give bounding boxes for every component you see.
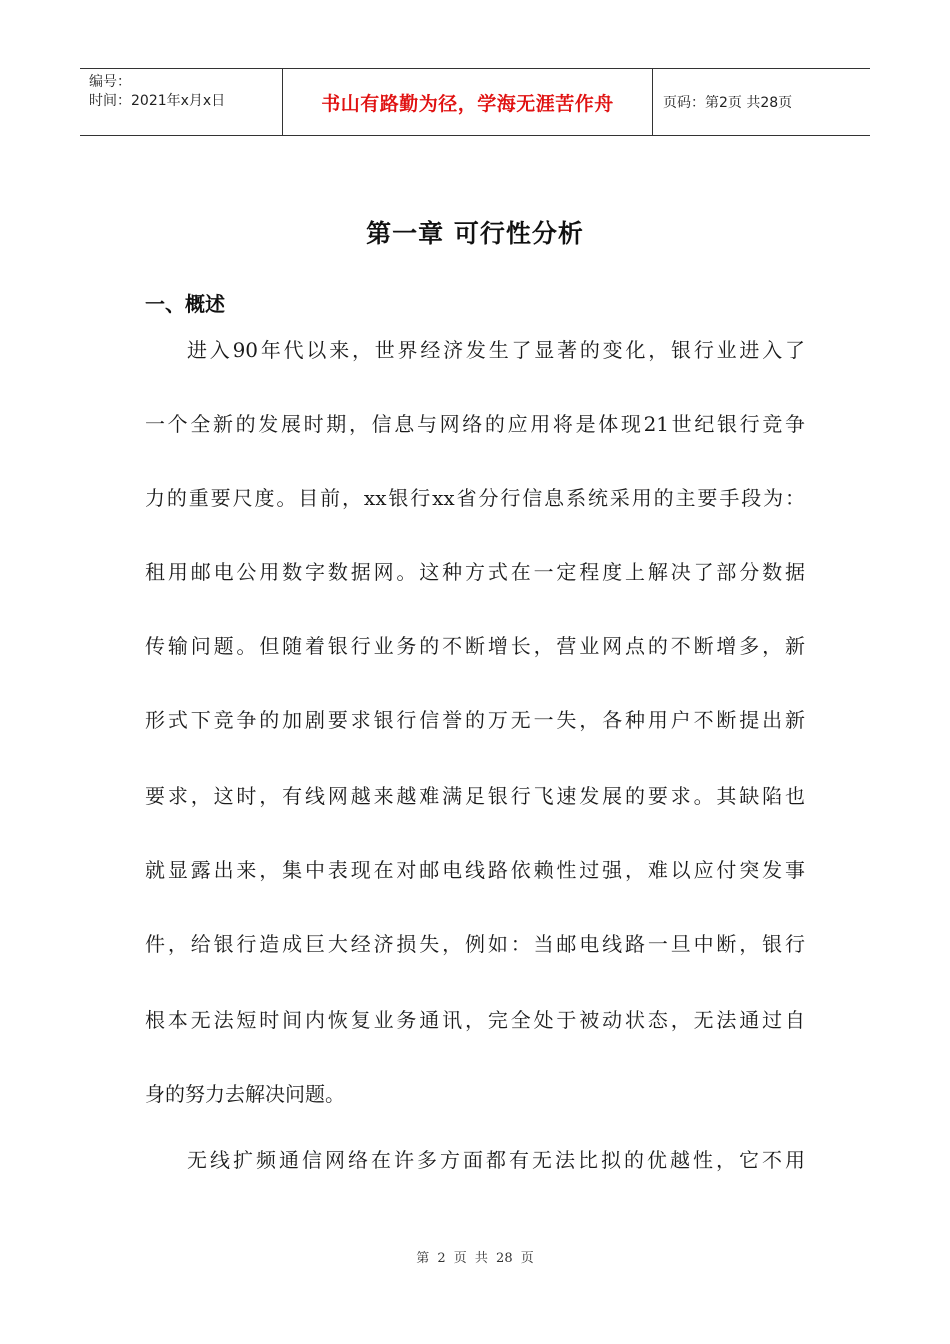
section-title: 一、概述: [145, 292, 225, 316]
paragraph-line: 要求，这时，有线网越来越难满足银行飞速发展的要求。其缺陷也: [145, 784, 805, 808]
paragraph-line: 传输问题。但随着银行业务的不断增长，营业网点的不断增多，新: [145, 634, 805, 658]
paragraph-line: 根本无法短时间内恢复业务通讯，完全处于被动状态，无法通过自: [145, 1008, 805, 1032]
paragraph-line: 形式下竞争的加剧要求银行信誉的万无一失，各种用户不断提出新: [145, 708, 805, 732]
paragraph-line: 进入90年代以来，世界经济发生了显著的变化，银行业进入了: [187, 338, 805, 362]
page-header: [80, 68, 870, 136]
document-code-label: 编号：: [89, 74, 131, 90]
chapter-title: 第一章 可行性分析: [366, 219, 584, 248]
header-meta-cell: [80, 69, 282, 135]
paragraph-line: 件，给银行造成巨大经济损失，例如：当邮电线路一旦中断，银行: [145, 932, 805, 956]
paragraph-line: 一个全新的发展时期，信息与网络的应用将是体现21世纪银行竞争: [145, 412, 805, 436]
header-motto: 书山有路勤为径，学海无涯苦作舟: [282, 69, 653, 135]
document-date-label: 时间：2021年x月x日: [89, 93, 226, 109]
paragraph-line: 无线扩频通信网络在许多方面都有无法比拟的优越性，它不用: [187, 1148, 805, 1172]
paragraph-line: 力的重要尺度。目前，xx银行xx省分行信息系统采用的主要手段为：: [145, 486, 805, 510]
page-footer: 第 2 页 共 28 页: [416, 1251, 534, 1266]
paragraph-line: 租用邮电公用数字数据网。这种方式在一定程度上解决了部分数据: [145, 560, 805, 584]
paragraph-line: 就显露出来，集中表现在对邮电线路依赖性过强，难以应付突发事: [145, 858, 805, 882]
header-page-info: 页码：第2页 共28页: [663, 95, 793, 111]
paragraph-line: 身的努力去解决问题。: [145, 1082, 345, 1106]
